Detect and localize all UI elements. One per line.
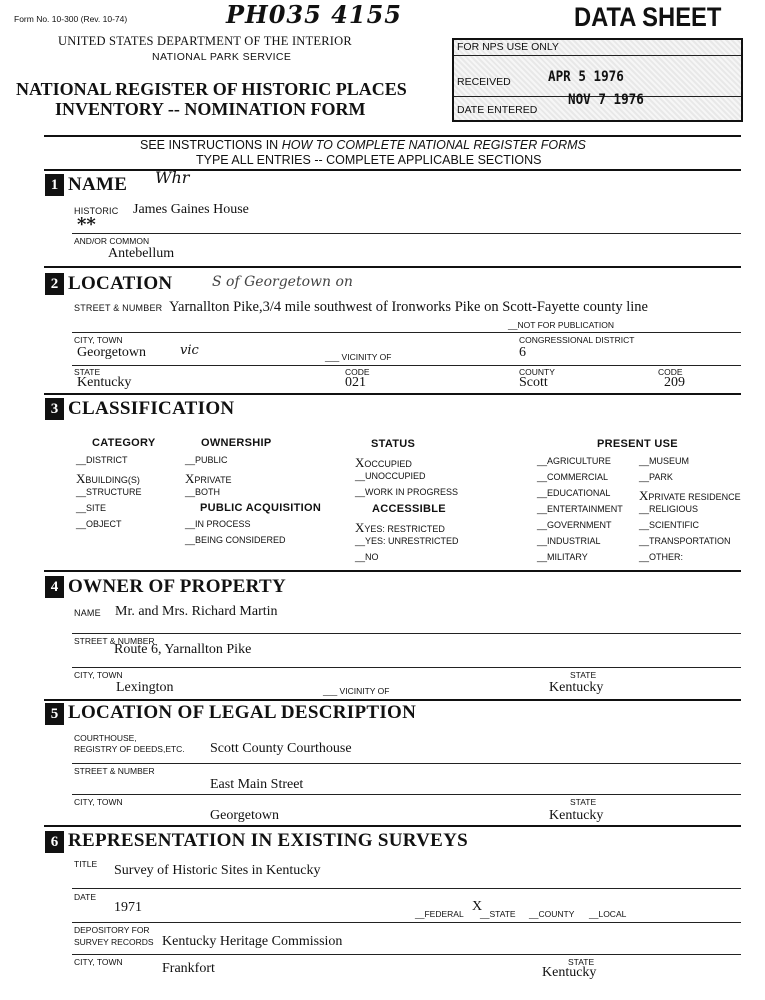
category-option-mark: __ — [76, 519, 87, 529]
present-use-option — [639, 536, 731, 546]
legal-street: East Main Street — [210, 777, 304, 792]
section-5-number: 5 — [45, 703, 64, 725]
date-entered-stamp: NOV 7 1976 — [568, 92, 644, 108]
owner-vicinity-label: ___ VICINITY OF — [323, 686, 390, 696]
category-option-label: STRUCTURE — [86, 487, 142, 497]
section-6-number: 6 — [45, 831, 64, 853]
legal-state: Kentucky — [549, 808, 604, 823]
present-use-option-label: AGRICULTURE — [547, 456, 611, 466]
present-use-option-mark: __ — [639, 472, 650, 482]
owner-name-label: NAME — [74, 608, 101, 618]
historic-name: James Gaines House — [133, 202, 249, 217]
state-option-mark: X — [472, 899, 483, 914]
ownership-option-mark: __ — [185, 487, 196, 497]
county-option: __COUNTY — [529, 909, 575, 919]
present-use-option — [537, 472, 608, 482]
present-use-option-label: OTHER: — [649, 552, 684, 562]
present-use-option-label: ENTERTAINMENT — [547, 504, 623, 514]
acquisition-option-mark: __ — [185, 519, 196, 529]
ownership-option-mark: __ — [185, 455, 196, 465]
present-use-option-mark: __ — [639, 520, 650, 530]
congressional-label: CONGRESSIONAL DISTRICT — [519, 335, 635, 345]
legal-state-label: STATE — [570, 797, 597, 807]
present-use-option — [639, 552, 683, 562]
present-use-option-label: INDUSTRIAL — [547, 536, 601, 546]
present-use-option-mark: __ — [639, 552, 650, 562]
department-name: UNITED STATES DEPARTMENT OF THE INTERIOR — [58, 34, 352, 48]
survey-title-label: TITLE — [74, 859, 98, 869]
status-option — [355, 455, 412, 471]
present-use-option-label: PARK — [649, 472, 673, 482]
category-option-mark: __ — [76, 455, 87, 465]
common-label: AND/OR COMMON — [74, 236, 150, 246]
common-name: Antebellum — [108, 246, 175, 261]
present-use-option-mark: __ — [537, 456, 548, 466]
owner-state-label: STATE — [570, 670, 597, 680]
ownership-option-label: PUBLIC — [195, 455, 228, 465]
category-option-label: OBJECT — [86, 519, 122, 529]
city-value: Georgetown — [77, 345, 146, 360]
present-use-option-mark: __ — [639, 504, 650, 514]
section-1-hand-note: Whr — [155, 168, 190, 187]
instructions-line2: TYPE ALL ENTRIES -- COMPLETE APPLICABLE SECTIONS — [196, 153, 542, 167]
acquisition-option-label: BEING CONSIDERED — [195, 535, 286, 545]
vicinity-label: ___ VICINITY OF — [325, 352, 392, 362]
owner-state: Kentucky — [549, 680, 604, 695]
present-use-option-mark: __ — [537, 504, 548, 514]
accessible-option-mark: __ — [355, 536, 366, 546]
present-use-option-label: RELIGIOUS — [649, 504, 699, 514]
ownership-heading: OWNERSHIP — [201, 437, 272, 449]
status-option-mark: X — [355, 455, 365, 470]
form-title: NATIONAL REGISTER OF HISTORIC PLACES — [16, 79, 407, 99]
nps-use-box — [452, 38, 743, 122]
accessible-option — [355, 520, 445, 536]
survey-title: Survey of Historic Sites in Kentucky — [114, 863, 321, 878]
status-option-mark: __ — [355, 487, 366, 497]
state-label: STATE — [74, 367, 101, 377]
category-option-mark: __ — [76, 503, 87, 513]
courthouse-label-1: COURTHOUSE, — [74, 733, 137, 743]
status-option-label: WORK IN PROGRESS — [365, 487, 459, 497]
accessible-option-label: YES: UNRESTRICTED — [365, 536, 459, 546]
courthouse-value: Scott County Courthouse — [210, 741, 352, 756]
owner-city: Lexington — [116, 680, 174, 695]
section-2-number: 2 — [45, 273, 64, 295]
dep-state: Kentucky — [542, 965, 597, 980]
category-option — [76, 503, 106, 513]
present-use-option — [639, 488, 741, 504]
survey-date: 1971 — [114, 900, 142, 915]
present-use-option-mark: __ — [639, 536, 650, 546]
acquisition-option-label: IN PROCESS — [195, 519, 251, 529]
acquisition-option — [185, 535, 286, 545]
owner-street-label: STREET & NUMBER — [74, 636, 155, 646]
present-use-option-mark: __ — [639, 456, 650, 466]
ownership-option-label: PRIVATE — [194, 475, 232, 485]
federal-option: __FEDERAL — [415, 909, 464, 919]
category-option — [76, 487, 142, 497]
code2-value: 209 — [664, 375, 685, 390]
section-5-title: LOCATION OF LEGAL DESCRIPTION — [68, 702, 417, 723]
present-use-option-label: MUSEUM — [649, 456, 690, 466]
present-use-option-label: MILITARY — [547, 552, 588, 562]
owner-city-label: CITY, TOWN — [74, 670, 123, 680]
section-4-number: 4 — [45, 576, 64, 598]
present-use-option-label: PRIVATE RESIDENCE — [648, 492, 741, 502]
section-2-title: LOCATION — [68, 273, 173, 294]
status-option — [355, 487, 458, 497]
accessible-option-mark: __ — [355, 552, 366, 562]
status-option-label: UNOCCUPIED — [365, 471, 426, 481]
not-for-publication: __NOT FOR PUBLICATION — [508, 320, 614, 330]
owner-name: Mr. and Mrs. Richard Martin — [115, 604, 278, 619]
accessible-option-label: YES: RESTRICTED — [364, 524, 445, 534]
present-use-option — [537, 536, 601, 546]
form-number: Form No. 10-300 (Rev. 10-74) — [14, 14, 128, 24]
nps-heading: FOR NPS USE ONLY — [457, 41, 559, 53]
section-2-hand-note: S of Georgetown on — [212, 274, 353, 290]
dep-state-label: STATE — [568, 957, 595, 967]
category-option-label: SITE — [86, 503, 107, 513]
present-use-option — [537, 488, 610, 498]
present-use-option-mark: __ — [537, 552, 548, 562]
category-option-label: DISTRICT — [86, 455, 128, 465]
section-1-number: 1 — [45, 174, 64, 196]
accessible-option — [355, 552, 379, 562]
present-use-option-label: EDUCATIONAL — [547, 488, 611, 498]
code-value: 021 — [345, 375, 366, 390]
present-use-option-label: COMMERCIAL — [547, 472, 609, 482]
dep-city-label: CITY, TOWN — [74, 957, 123, 967]
present-use-heading: PRESENT USE — [597, 438, 678, 450]
status-heading: STATUS — [371, 438, 416, 450]
code-label: CODE — [345, 367, 370, 377]
present-use-option-mark: __ — [537, 520, 548, 530]
section-4-title: OWNER OF PROPERTY — [68, 576, 287, 597]
present-use-option — [537, 456, 611, 466]
code2-label: CODE — [658, 367, 683, 377]
county-label: COUNTY — [519, 367, 555, 377]
present-use-option — [639, 520, 699, 530]
present-use-option-mark: X — [639, 488, 649, 503]
ownership-option-mark: X — [185, 471, 195, 486]
accessible-option-label: NO — [365, 552, 379, 562]
legal-city-label: CITY, TOWN — [74, 797, 123, 807]
handwritten-id: PH035 4155 — [226, 0, 402, 29]
instructions-line1: SEE INSTRUCTIONS IN HOW TO COMPLETE NATIONAL REGISTER FORMS — [140, 138, 586, 152]
category-option-mark: __ — [76, 487, 87, 497]
section-6-title: REPRESENTATION IN EXISTING SURVEYS — [68, 830, 469, 851]
present-use-option-label: TRANSPORTATION — [649, 536, 731, 546]
section-3-number: 3 — [45, 398, 64, 420]
ownership-option-label: BOTH — [195, 487, 221, 497]
depository-label-1: DEPOSITORY FOR — [74, 925, 150, 935]
street-label: STREET & NUMBER — [74, 303, 163, 313]
present-use-option-mark: __ — [537, 488, 548, 498]
owner-street: Route 6, Yarnallton Pike — [114, 642, 252, 657]
section-1-title: NAME — [68, 174, 128, 195]
courthouse-label-2: REGISTRY OF DEEDS,ETC. — [74, 744, 185, 754]
received-label: RECEIVED — [457, 76, 511, 88]
date-entered-label: DATE ENTERED — [457, 104, 538, 116]
section-3-title: CLASSIFICATION — [68, 398, 235, 419]
present-use-option — [537, 552, 588, 562]
category-option — [76, 455, 128, 465]
accessible-option — [355, 536, 459, 546]
legal-city: Georgetown — [210, 808, 279, 823]
present-use-option-mark: __ — [537, 536, 548, 546]
ownership-option — [185, 471, 232, 487]
survey-date-label: DATE — [74, 892, 97, 902]
legal-street-label: STREET & NUMBER — [74, 766, 155, 776]
present-use-option — [639, 472, 673, 482]
acquisition-option — [185, 519, 251, 529]
present-use-option — [639, 504, 698, 514]
county-value: Scott — [519, 375, 548, 390]
depository-label-2: SURVEY RECORDS — [74, 937, 154, 947]
present-use-option — [537, 520, 612, 530]
congressional-value: 6 — [519, 345, 526, 360]
category-option — [76, 471, 140, 487]
local-option: __LOCAL — [589, 909, 627, 919]
hand-marks: ** — [77, 214, 96, 235]
acquisition-heading: PUBLIC ACQUISITION — [200, 502, 322, 514]
form-subtitle: INVENTORY -- NOMINATION FORM — [55, 99, 366, 119]
street-value: Yarnallton Pike,3/4 mile southwest of Ironworks Pike on Scott-Fayette county line — [169, 299, 648, 315]
accessible-option-mark: X — [355, 520, 365, 535]
ownership-option — [185, 455, 228, 465]
city-label: CITY, TOWN — [74, 335, 123, 345]
state-value: Kentucky — [77, 375, 132, 390]
category-heading: CATEGORY — [92, 437, 156, 449]
present-use-option — [639, 456, 689, 466]
received-stamp: APR 5 1976 — [548, 69, 624, 85]
depository-value: Kentucky Heritage Commission — [162, 934, 343, 949]
service-name: NATIONAL PARK SERVICE — [152, 51, 292, 63]
historic-label: HISTORIC — [74, 206, 119, 216]
ownership-option — [185, 487, 220, 497]
present-use-option-label: SCIENTIFIC — [649, 520, 700, 530]
present-use-option — [537, 504, 623, 514]
accessible-heading: ACCESSIBLE — [372, 503, 446, 515]
category-option-mark: X — [76, 471, 86, 486]
state-option: __STATE — [480, 909, 516, 919]
present-use-option-label: GOVERNMENT — [547, 520, 612, 530]
status-option-mark: __ — [355, 471, 366, 481]
dep-city: Frankfort — [162, 961, 215, 976]
present-use-option-mark: __ — [537, 472, 548, 482]
data-sheet-label: DATA SHEET — [574, 2, 722, 32]
category-option-label: BUILDING(S) — [85, 475, 140, 485]
status-option-label: OCCUPIED — [364, 459, 412, 469]
city-hand-note: vic — [180, 343, 199, 358]
category-option — [76, 519, 122, 529]
status-option — [355, 471, 426, 481]
acquisition-option-mark: __ — [185, 535, 196, 545]
